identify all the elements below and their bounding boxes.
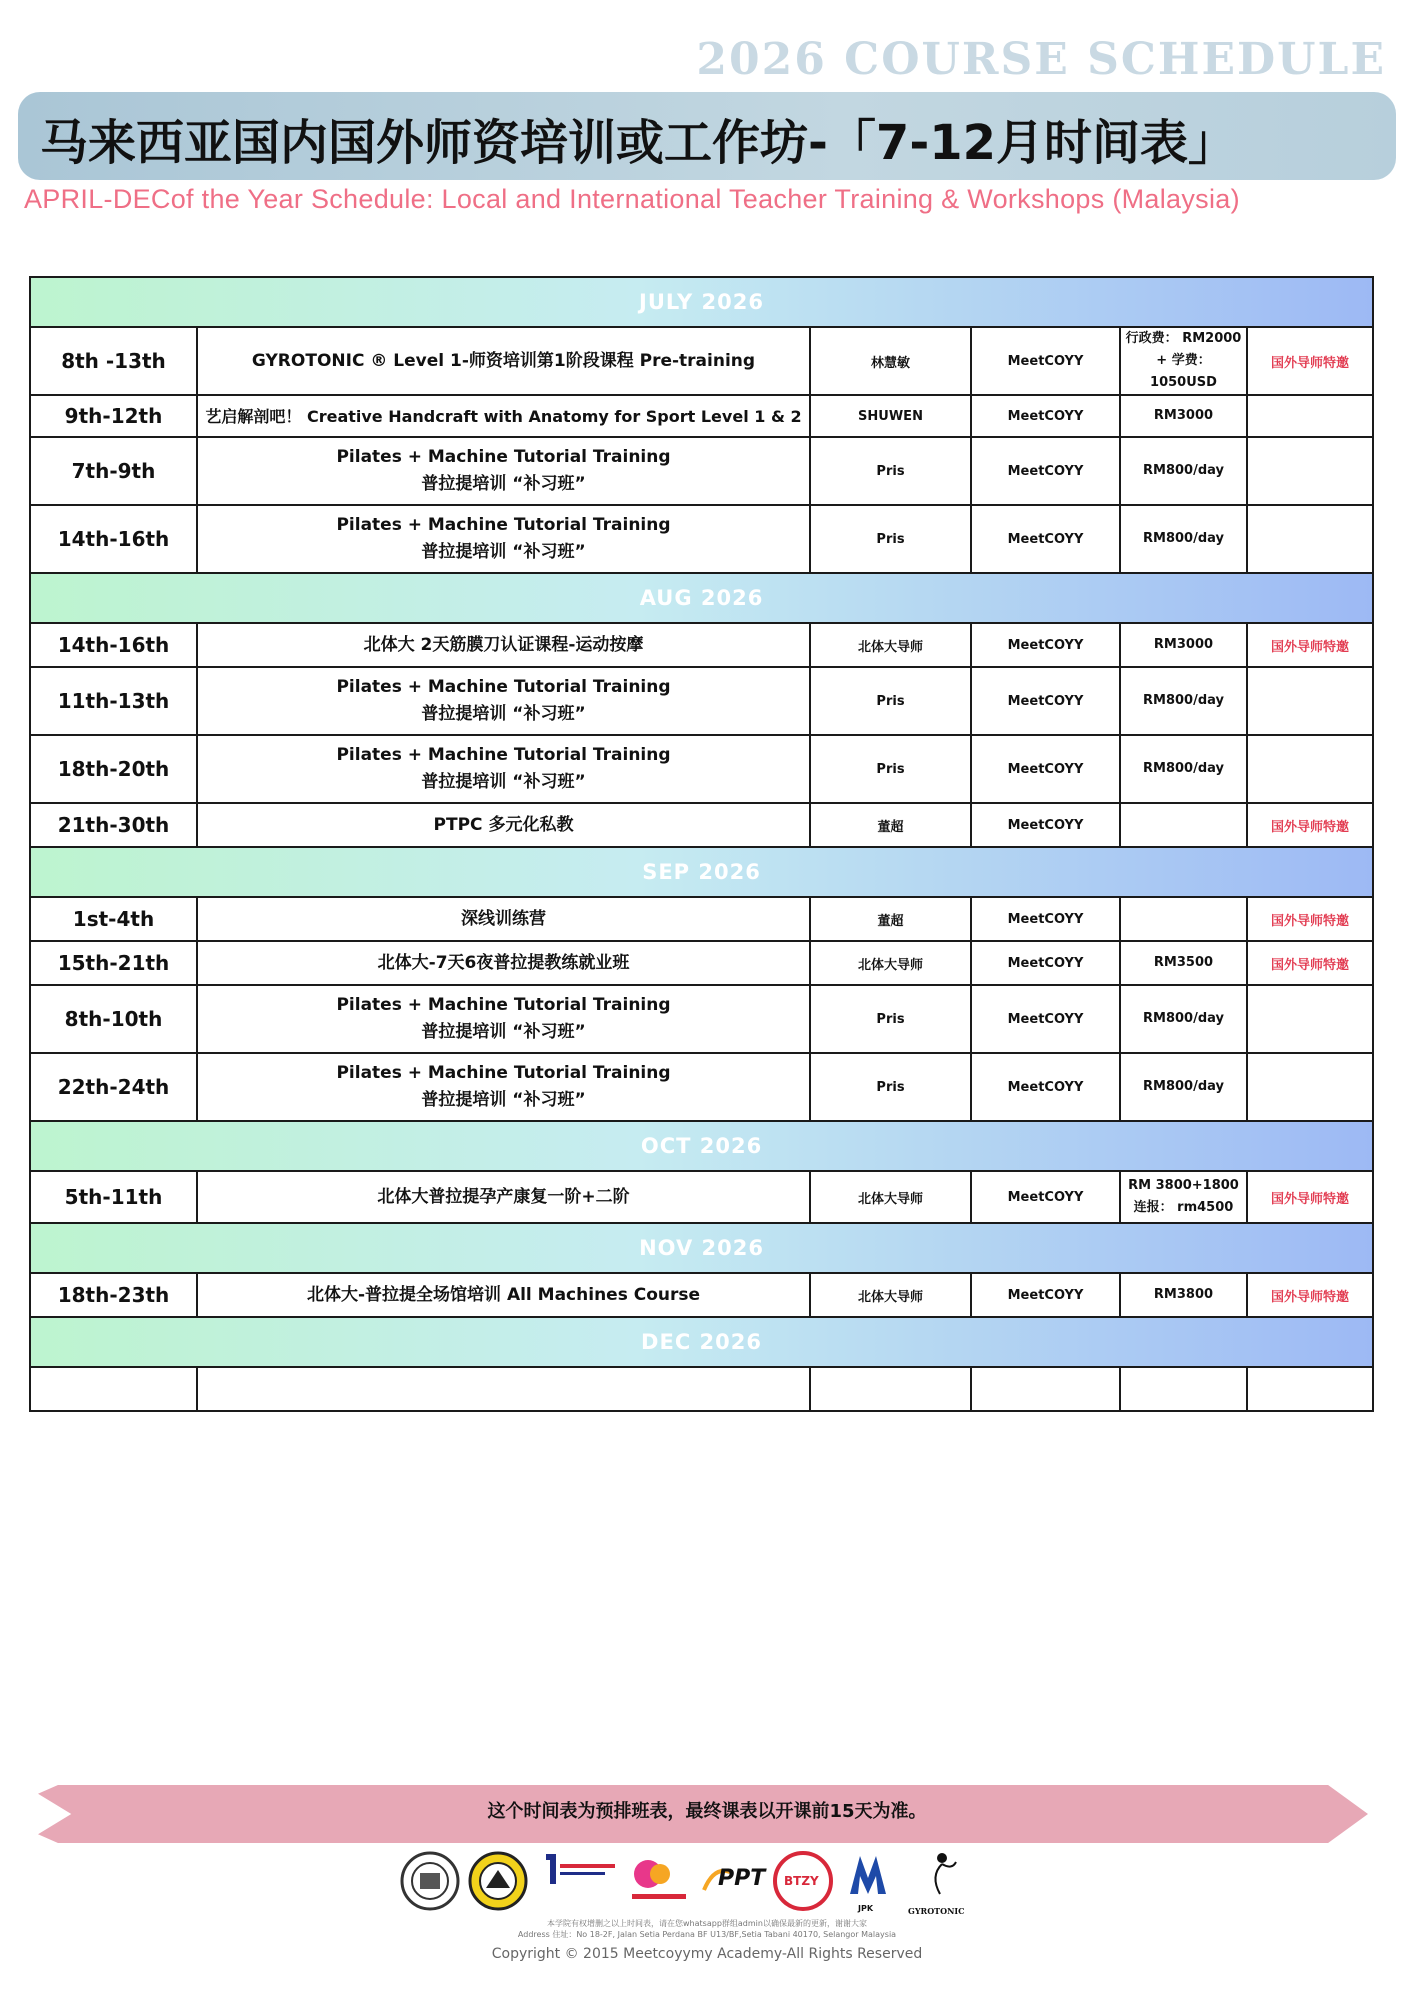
month-header-nov [30,1223,1373,1273]
course-cell: 深线训练营 [197,897,810,941]
notice-line: 本学院有权增删之以上时间表，请在您whatsapp群组admin以确保最新的更新，谢谢大家 [547,1919,867,1928]
organizer-cell: MeetCOYY [971,1171,1120,1223]
fee-cell: RM3800 [1120,1273,1247,1317]
table-row [30,623,1373,667]
fee-line: 行政费： RM2000 [1125,331,1242,346]
course-line: Pilates + Machine Tutorial Training [336,447,671,467]
organizer-cell: MeetCOYY [971,667,1120,735]
date-cell: 18th-20th [30,735,197,803]
date-cell: 8th -13th [30,327,197,395]
instructor-cell: 林慧敏 [810,327,971,395]
organizer-cell: MeetCOYY [971,735,1120,803]
footer-note: 这个时间表为预排班表，最终课表以开课前15天为准。 [487,1801,927,1822]
tag-cell: 国外导师特邀 [1247,623,1373,667]
date-cell: 22th-24th [30,1053,197,1121]
course-cell [197,505,810,573]
organizer-cell: MeetCOYY [971,623,1120,667]
month-label: DEC 2026 [30,1317,1373,1367]
gyrotonic-logo-text: GYROTONIC [908,1906,965,1916]
date-cell: 8th-10th [30,985,197,1053]
course-cell: PTPC 多元化私教 [197,803,810,847]
organizer-cell: MeetCOYY [971,1053,1120,1121]
table-row [30,667,1373,735]
month-header-aug [30,573,1373,623]
tag-cell: 国外导师特邀 [1247,803,1373,847]
course-line: 普拉提培训 “补习班” [421,704,586,724]
date-cell: 18th-23th [30,1273,197,1317]
fee-cell: RM800/day [1120,985,1247,1053]
address-block [0,1918,1414,1940]
date-cell: 15th-21th [30,941,197,985]
tag-cell [1247,505,1373,573]
organizer-cell: MeetCOYY [971,505,1120,573]
fee-cell: RM800/day [1120,735,1247,803]
fee-cell: RM800/day [1120,437,1247,505]
instructor-cell: 北体大导师 [810,941,971,985]
date-cell: 5th-11th [30,1171,197,1223]
course-cell [197,667,810,735]
tag-cell [1247,1367,1373,1411]
date-cell: 1st-4th [30,897,197,941]
ppt-logo [700,1862,766,1898]
instructor-cell: 北体大导师 [810,623,971,667]
fee-cell: RM800/day [1120,1053,1247,1121]
instructor-cell: 北体大导师 [810,1171,971,1223]
gyrotonic-figure-icon [922,1850,962,1900]
instructor-cell: SHUWEN [810,395,971,437]
address-line: Address 住址：No 18-2F, Jalan Setia Perdana BF U13/BF,Setia Tabani 40170, Selangor Malaysia [517,1930,897,1939]
date-cell: 7th-9th [30,437,197,505]
course-cell: 北体大-普拉提全场馆培训 All Machines Course [197,1273,810,1317]
instructor-cell: 董超 [810,897,971,941]
copyright: Copyright © 2015 Meetcoyymy Academy-All Rights Reserved [491,1946,923,1962]
month-label: NOV 2026 [30,1223,1373,1273]
schedule-table [29,276,1374,1412]
tag-cell [1247,667,1373,735]
organizer-cell: MeetCOYY [971,897,1120,941]
table-row [30,735,1373,803]
course-cell [197,1053,810,1121]
table-row [30,395,1373,437]
fee-line: RM 3800+1800 [1128,1178,1239,1193]
tag-cell: 国外导师特邀 [1247,897,1373,941]
course-line: 普拉提培训 “补习班” [421,474,586,494]
fee-line: 连报： rm4500 [1133,1200,1234,1215]
fee-cell: RM3000 [1120,395,1247,437]
date-cell: 14th-16th [30,505,197,573]
instructor-cell: Pris [810,735,971,803]
table-row [30,1053,1373,1121]
month-header-july [30,277,1373,327]
table-row [30,505,1373,573]
month-label: JULY 2026 [30,277,1373,327]
tag-cell: 国外导师特邀 [1247,1273,1373,1317]
course-cell: 艺启解剖吧！ Creative Handcraft with Anatomy for Sport Level 1 & 2 [197,395,810,437]
organizer-cell: MeetCOYY [971,395,1120,437]
course-line: 普拉提培训 “补习班” [421,542,586,562]
organizer-cell: MeetCOYY [971,941,1120,985]
btzy-logo [772,1850,834,1912]
jpk-logo-text: JPK [858,1904,874,1913]
fee-cell: RM800/day [1120,667,1247,735]
course-cell [197,735,810,803]
table-row [30,803,1373,847]
instructor-cell: 董超 [810,803,971,847]
banner-title: 马来西亚国内国外师资培训或工作坊-「7-12月时间表」 [40,115,1237,171]
tag-cell: 国外导师特邀 [1247,327,1373,395]
btzy-logo-text: BTZY [784,1874,819,1888]
tag-cell [1247,437,1373,505]
date-cell: 11th-13th [30,667,197,735]
month-header-sep [30,847,1373,897]
month-header-dec [30,1317,1373,1367]
tag-cell [1247,985,1373,1053]
instructor-cell: Pris [810,505,971,573]
organizer-cell: MeetCOYY [971,327,1120,395]
month-label: AUG 2026 [30,573,1373,623]
gyrotonic-logo [908,1850,988,1920]
sports-council-seal-logo [468,1850,528,1912]
course-cell: GYROTONIC ® Level 1-师资培训第1阶段课程 Pre-training [197,327,810,395]
course-line: 普拉提培训 “补习班” [421,1090,586,1110]
month-header-oct [30,1121,1373,1171]
course-line: Pilates + Machine Tutorial Training [336,995,671,1015]
fee-cell [1120,327,1247,395]
association-seal-logo [400,1850,460,1912]
partner-logos [400,1850,1000,1920]
date-cell: 14th-16th [30,623,197,667]
date-cell [30,1367,197,1411]
fee-cell: RM3500 [1120,941,1247,985]
table-row [30,327,1373,395]
tag-cell [1247,1053,1373,1121]
organizer-cell: MeetCOYY [971,1273,1120,1317]
course-line: 普拉提培训 “补习班” [421,1022,586,1042]
course-line: 普拉提培训 “补习班” [421,772,586,792]
table-row [30,985,1373,1053]
table-row [30,1273,1373,1317]
table-row [30,897,1373,941]
fee-cell [1120,1367,1247,1411]
month-label: OCT 2026 [30,1121,1373,1171]
jpk-logo-mark [846,1850,890,1900]
course-line: Pilates + Machine Tutorial Training [336,515,671,535]
course-cell: 北体大 2天筋膜刀认证课程-运动按摩 [197,623,810,667]
instructor-cell: 北体大导师 [810,1273,971,1317]
organizer-cell: MeetCOYY [971,437,1120,505]
course-cell [197,985,810,1053]
tag-cell: 国外导师特邀 [1247,1171,1373,1223]
date-cell: 9th-12th [30,395,197,437]
instructor-cell: Pris [810,667,971,735]
course-line: Pilates + Machine Tutorial Training [336,745,671,765]
course-cell [197,1367,810,1411]
table-row [30,1171,1373,1223]
organizer-cell [971,1367,1120,1411]
table-row-empty [30,1367,1373,1411]
table-row [30,437,1373,505]
fee-cell [1120,803,1247,847]
instructor-cell: Pris [810,437,971,505]
course-line: Pilates + Machine Tutorial Training [336,1063,671,1083]
course-cell [197,437,810,505]
date-cell: 21th-30th [30,803,197,847]
fee-cell: RM800/day [1120,505,1247,573]
instructor-cell [810,1367,971,1411]
course-cell: 北体大-7天6夜普拉提教练就业班 [197,941,810,985]
course-cell: 北体大普拉提孕产康复一阶+二阶 [197,1171,810,1223]
fee-cell [1120,1171,1247,1223]
fee-cell: RM3000 [1120,623,1247,667]
title-banner [18,92,1396,180]
malaysia-program-logo [626,1850,692,1908]
ppt-logo-text: PPT [718,1866,766,1891]
organizer-cell: MeetCOYY [971,803,1120,847]
table-row [30,941,1373,985]
course-line: Pilates + Machine Tutorial Training [336,677,671,697]
fee-cell [1120,897,1247,941]
jpk-logo [846,1850,890,1920]
instructor-cell: Pris [810,985,971,1053]
month-label: SEP 2026 [30,847,1373,897]
tag-cell [1247,395,1373,437]
organizer-cell: MeetCOYY [971,985,1120,1053]
tabung-logo [540,1850,620,1890]
instructor-cell: Pris [810,1053,971,1121]
tag-cell: 国外导师特邀 [1247,941,1373,985]
tag-cell [1247,735,1373,803]
fee-line: + 学费： 1050USD [1150,353,1217,390]
subtitle: APRIL-DECof the Year Schedule: Local and International Teacher Training & Workshops (Malaysia) [24,184,1240,214]
top-title: 2026 COURSE SCHEDULE [696,34,1386,85]
